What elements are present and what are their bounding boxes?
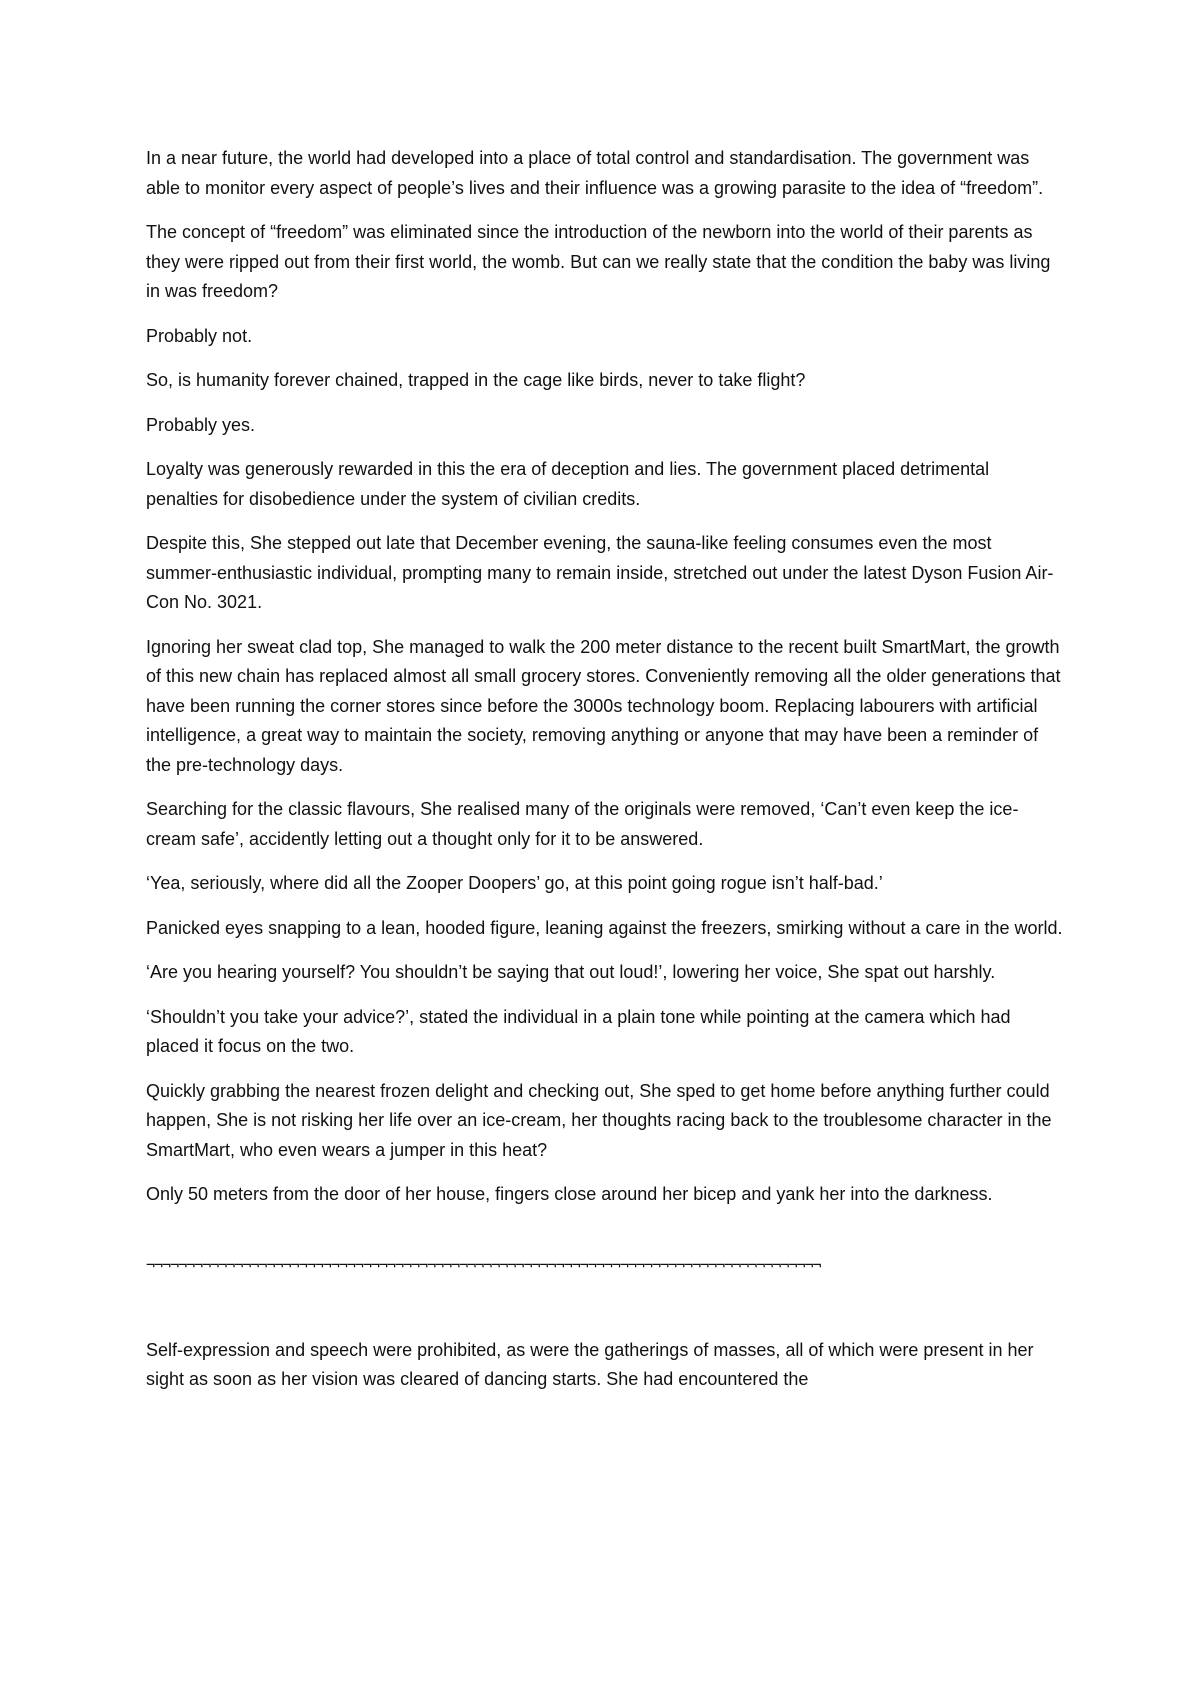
- paragraph: Searching for the classic flavours, She realised many of the originals were removed, ‘Can’t even keep the ice-cream safe’, accidently letting out a thought only for it to be answered.: [146, 799, 1019, 849]
- paragraph: Despite this, She stepped out late that December evening, the sauna-like feeling consumes even the most summer-enthusiastic individual, prompting many to remain inside, stretched out under the latest Dyson Fusion Air-Con No. 3021.: [146, 533, 1054, 612]
- paragraph: Only 50 meters from the door of her house, fingers close around her bicep and yank her into the darkness.: [146, 1184, 993, 1204]
- paragraph: Probably yes.: [146, 414, 256, 435]
- paragraph: Panicked eyes snapping to a lean, hooded figure, leaning against the freezers, smirking without a care in the world.: [146, 917, 1063, 938]
- paragraph: Loyalty was generously rewarded in this the era of deception and lies. The government placed detrimental penalties for disobedience under the system of civilian credits.: [146, 459, 990, 509]
- paragraph: Quickly grabbing the nearest frozen delight and checking out, She sped to get home before anything further could happen, She is not risking her life over an ice-cream, her thoughts racing back to the troublesome character in the SmartMart, who even wears a jumper in this heat?: [146, 1080, 1052, 1160]
- paragraph: The concept of “freedom” was eliminated since the introduction of the newborn into the world of their parents as they were ripped out from their first world, the womb. But can we really state that the condition the baby was living in was freedom?: [146, 222, 1051, 301]
- paragraph: Ignoring her sweat clad top, She managed to walk the 200 meter distance to the recent built SmartMart, the growth of this new chain has replaced almost all small grocery stores. Conveniently removing all the older generations that have been running the corner stores since before the 3000s technology boom. Replacing labourers with artificial intelligence, a great way to maintain the society, removing anything or anyone that may have been a reminder of the pre-technology days.: [146, 636, 1061, 775]
- paragraph: ‘Shouldn’t you take your advice?’, stated the individual in a plain tone while pointing at the camera which had placed it focus on the two.: [146, 1006, 1011, 1056]
- paragraph: In a near future, the world had developed into a place of total control and standardisation. The government was able to monitor every aspect of people’s lives and their influence was a growing parasite to the idea of “freedom”.: [146, 148, 1044, 198]
- section-divider: ¬¬¬¬¬¬¬¬¬¬¬¬¬¬¬¬¬¬¬¬¬¬¬¬¬¬¬¬¬¬¬¬¬¬¬¬¬¬¬¬¬¬¬¬¬¬¬¬¬¬¬¬¬¬¬¬¬¬¬¬¬¬¬¬¬¬¬¬¬¬¬¬¬¬¬¬¬¬¬¬¬¬¬¬: [146, 1257, 821, 1272]
- paragraph: ‘Yea, seriously, where did all the Zooper Doopers’ go, at this point going rogue isn’t half-bad.’: [146, 873, 883, 893]
- document-page: [146, 144, 1066, 1410]
- paragraph: Probably not.: [146, 325, 253, 346]
- paragraph: So, is humanity forever chained, trapped in the cage like birds, never to take flight?: [146, 370, 806, 390]
- paragraph: Self-expression and speech were prohibited, as were the gatherings of masses, all of which were present in her sight as soon as her vision was cleared of dancing starts. She had encountered the: [146, 1339, 1034, 1389]
- paragraph: ‘Are you hearing yourself? You shouldn’t be saying that out loud!’, lowering her voice, She spat out harshly.: [146, 962, 996, 982]
